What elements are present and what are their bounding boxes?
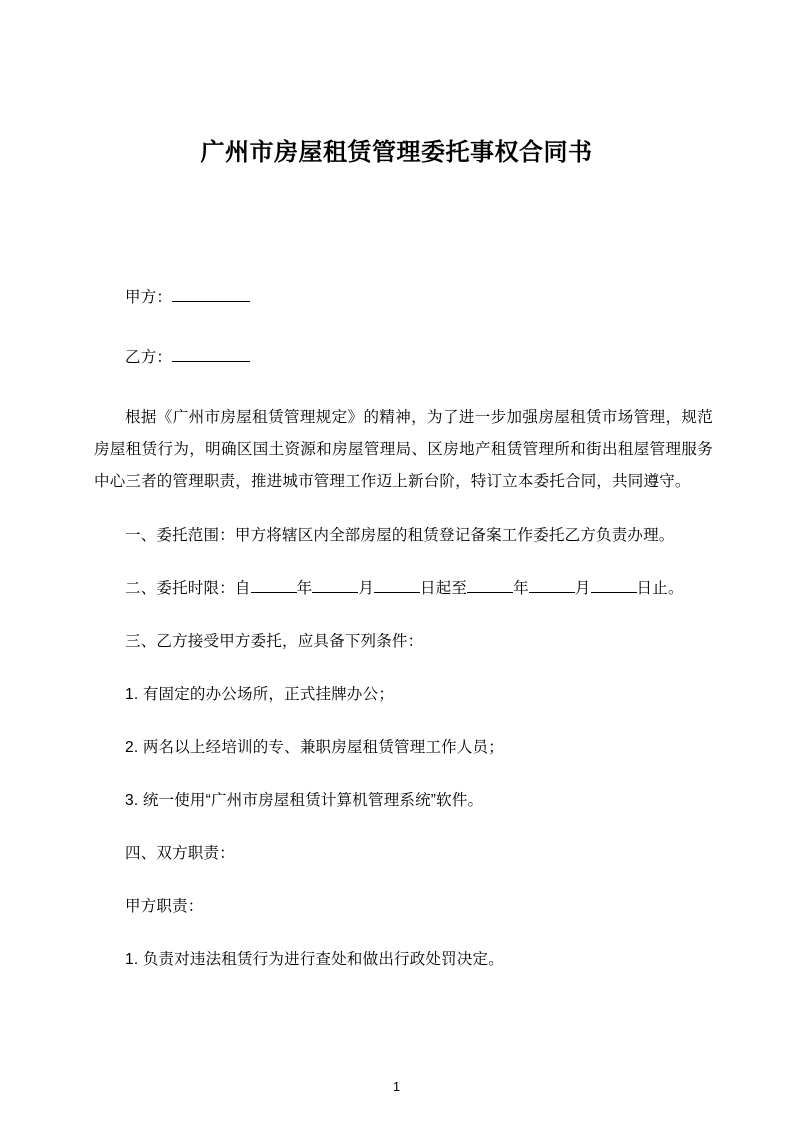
clause-term-seg4: 年 bbox=[513, 580, 529, 597]
clause-condition-2: 2. 两名以上经培训的专、兼职房屋租赁管理工作人员； bbox=[125, 739, 504, 756]
term-year-end-blank[interactable] bbox=[467, 578, 513, 593]
clause-conditions-heading: 三、乙方接受甲方委托，应具备下列条件： bbox=[125, 633, 424, 650]
clause-term bbox=[94, 573, 713, 605]
clause-term-seg6: 日止。 bbox=[636, 580, 684, 597]
party-a-label: 甲方： bbox=[125, 289, 173, 306]
party-b-line bbox=[94, 342, 713, 374]
clause-term-seg3: 日起至 bbox=[420, 580, 468, 597]
clause-term-seg2: 月 bbox=[358, 580, 375, 597]
term-year-start-blank[interactable] bbox=[251, 578, 297, 593]
clause-condition-3: 3. 统一使用“广州市房屋租赁计算机管理系统”软件。 bbox=[125, 792, 484, 809]
party-a-blank[interactable] bbox=[172, 287, 250, 302]
clause-term-prefix: 二、委托时限：自 bbox=[125, 580, 251, 597]
page-number: 1 bbox=[392, 1079, 401, 1094]
party-a-line bbox=[94, 282, 713, 314]
party-b-label: 乙方： bbox=[125, 349, 173, 366]
term-day-end-blank[interactable] bbox=[591, 578, 637, 593]
page-title: 广州市房屋租赁管理委托事权合同书 bbox=[200, 139, 593, 166]
term-month-end-blank[interactable] bbox=[529, 578, 575, 593]
clause-condition-1: 1. 有固定的办公场所，正式挂牌办公； bbox=[125, 686, 395, 703]
preamble-paragraph: 根据《广州市房屋租赁管理规定》的精神，为了进一步加强房屋租赁市场管理，规范房屋租赁行为，明确区国土资源和房屋管理局、区房地产租赁管理所和街出租屋管理服务中心三者的管理职责，推进城市管理工作迈上新台阶，特订立本委托合同，共同遵守。 bbox=[94, 409, 713, 490]
party-b-blank[interactable] bbox=[172, 347, 250, 362]
clause-duties-heading: 四、双方职责： bbox=[125, 845, 235, 862]
clause-term-seg5: 月 bbox=[574, 580, 591, 597]
term-month-start-blank[interactable] bbox=[312, 578, 358, 593]
clause-party-a-duties-heading: 甲方职责： bbox=[125, 898, 204, 915]
clause-term-seg1: 年 bbox=[296, 580, 313, 597]
term-day-start-blank[interactable] bbox=[374, 578, 420, 593]
clause-party-a-duty-1: 1. 负责对违法租赁行为进行查处和做出行政处罚决定。 bbox=[125, 951, 504, 968]
clause-scope: 一、委托范围：甲方将辖区内全部房屋的租赁登记备案工作委托乙方负责办理。 bbox=[125, 527, 675, 544]
document-body bbox=[94, 282, 713, 997]
